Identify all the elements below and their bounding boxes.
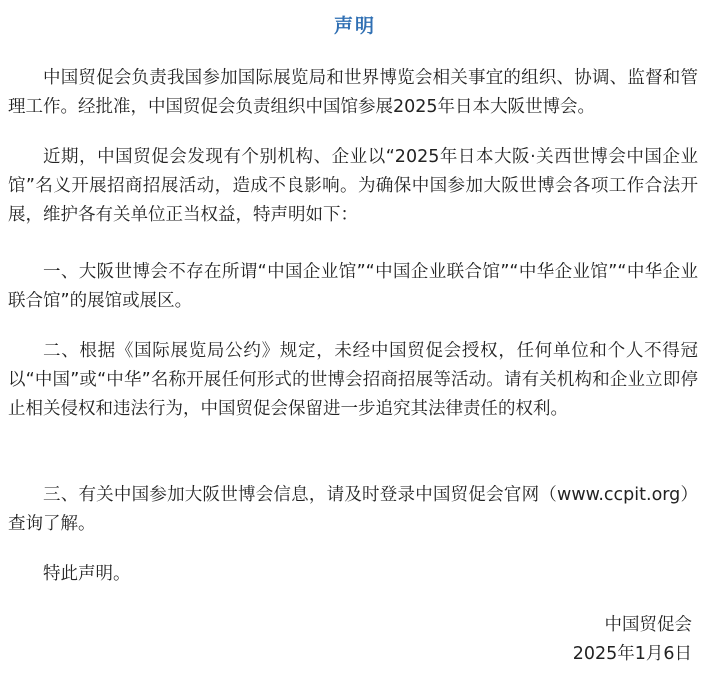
paragraph-background: 近期，中国贸促会发现有个别机构、企业以“2025年日本大阪·关西世博会中国企业馆”名义开展招商招展活动，造成不良影响。为确保中国参加大阪世博会各项工作合法开展，维护各有关单位正当权益，特声明如下： (8, 147, 698, 225)
paragraph-clause-three: 三、有关中国参加大阪世博会信息，请及时登录中国贸促会官网（www.ccpit.org）查询了解。 (8, 485, 698, 534)
paragraph-closing: 特此声明。 (43, 564, 131, 584)
signature-date: 2025年1月6日 (572, 644, 692, 664)
paragraph-clause-one: 一、大阪世博会不存在所谓“中国企业馆”“中国企业联合馆”“中华企业馆”“中华企业联合馆”的展馆或展区。 (8, 262, 698, 311)
document-title: 声明 (333, 15, 376, 37)
paragraph-clause-two: 二、根据《国际展览局公约》规定，未经中国贸促会授权，任何单位和个人不得冠以“中国”或“中华”名称开展任何形式的世博会招商招展等活动。请有关机构和企业立即停止相关侵权和违法行为，中国贸促会保留进一步追究其法律责任的权利。 (8, 341, 698, 419)
paragraph-intro: 中国贸促会负责我国参加国际展览局和世界博览会相关事宜的组织、协调、监督和管理工作。经批准，中国贸促会负责组织中国馆参展2025年日本大阪世博会。 (8, 68, 698, 117)
signature-organization: 中国贸促会 (604, 615, 692, 635)
